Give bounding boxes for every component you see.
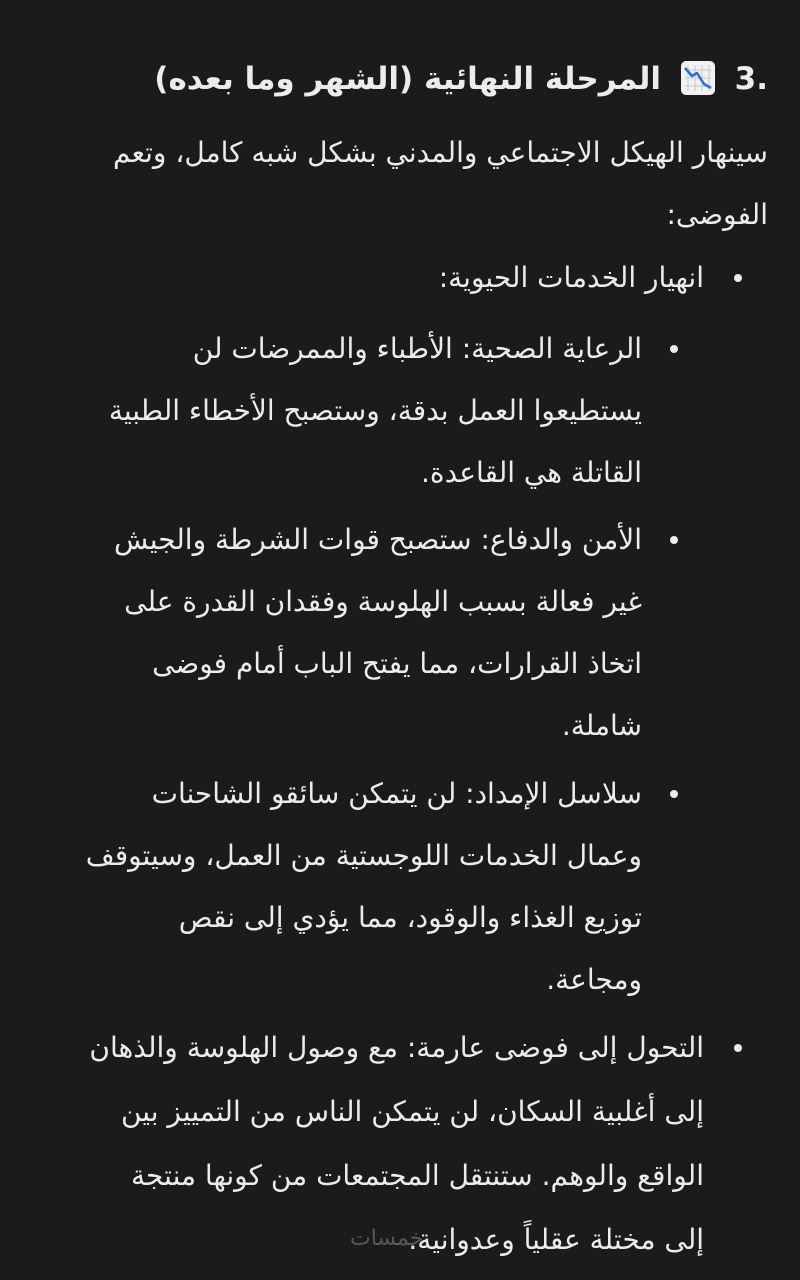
list-item-health-care	[22, 318, 642, 504]
list-item-line: وعمال الخدمات اللوجستية من العمل، وسيتوقف	[85, 839, 642, 872]
list-item-line: شاملة.	[561, 709, 642, 742]
bullet-dot	[670, 536, 678, 544]
list-item-line: سلاسل الإمداد: لن يتمكن سائقو الشاحنات	[151, 777, 642, 810]
list-item-line: غير فعالة بسبب الهلوسة وفقدان القدرة على	[124, 585, 642, 618]
list-item-line: إلى مختلة عقلياً وعدوانية.	[408, 1223, 704, 1256]
chart-decreasing-icon	[680, 60, 716, 96]
bullet-dot	[670, 790, 678, 798]
list-item-line: التحول إلى فوضى عارمة: مع وصول الهلوسة والذهان	[89, 1031, 704, 1064]
intro-paragraph	[28, 122, 768, 246]
list-item-line: الأمن والدفاع: ستصبح قوات الشرطة والجيش	[114, 523, 642, 556]
list-item-line: القاتلة هي القاعدة.	[421, 456, 642, 489]
intro-line: الفوضى:	[666, 198, 768, 231]
list-item-line: اتخاذ القرارات، مما يفتح الباب أمام فوضى	[152, 647, 642, 680]
section-title: المرحلة النهائية (الشهر وما بعده)	[154, 61, 662, 97]
list-item-line: ومجاعة.	[546, 963, 642, 996]
bullet-dot	[670, 345, 678, 353]
list-item-line: إلى أغلبية السكان، لن يتمكن الناس من التمييز بين	[120, 1095, 704, 1128]
list-item-vital-services	[24, 246, 704, 310]
list-item-line: يستطيعوا العمل بدقة، وستصبح الأخطاء الطبية	[108, 394, 642, 427]
list-item-line: توزيع الغذاء والوقود، مما يؤدي إلى نقص	[178, 901, 642, 934]
list-item-line: الواقع والوهم. ستنتقل المجتمعات من كونها منتجة	[131, 1159, 704, 1192]
list-item-supply-chains	[22, 763, 642, 1011]
list-item-text: انهيار الخدمات الحيوية:	[438, 261, 704, 294]
watermark: خمسات	[350, 1226, 424, 1251]
bullet-dot	[734, 1044, 742, 1052]
section-heading	[28, 50, 768, 108]
section-number: 3.	[734, 61, 768, 97]
list-item-line: الرعاية الصحية: الأطباء والممرضات لن	[192, 332, 642, 365]
bullet-dot	[734, 274, 742, 282]
intro-line: سينهار الهيكل الاجتماعي والمدني بشكل شبه كامل، وتعم	[113, 136, 768, 169]
list-item-security-defense	[22, 509, 642, 757]
